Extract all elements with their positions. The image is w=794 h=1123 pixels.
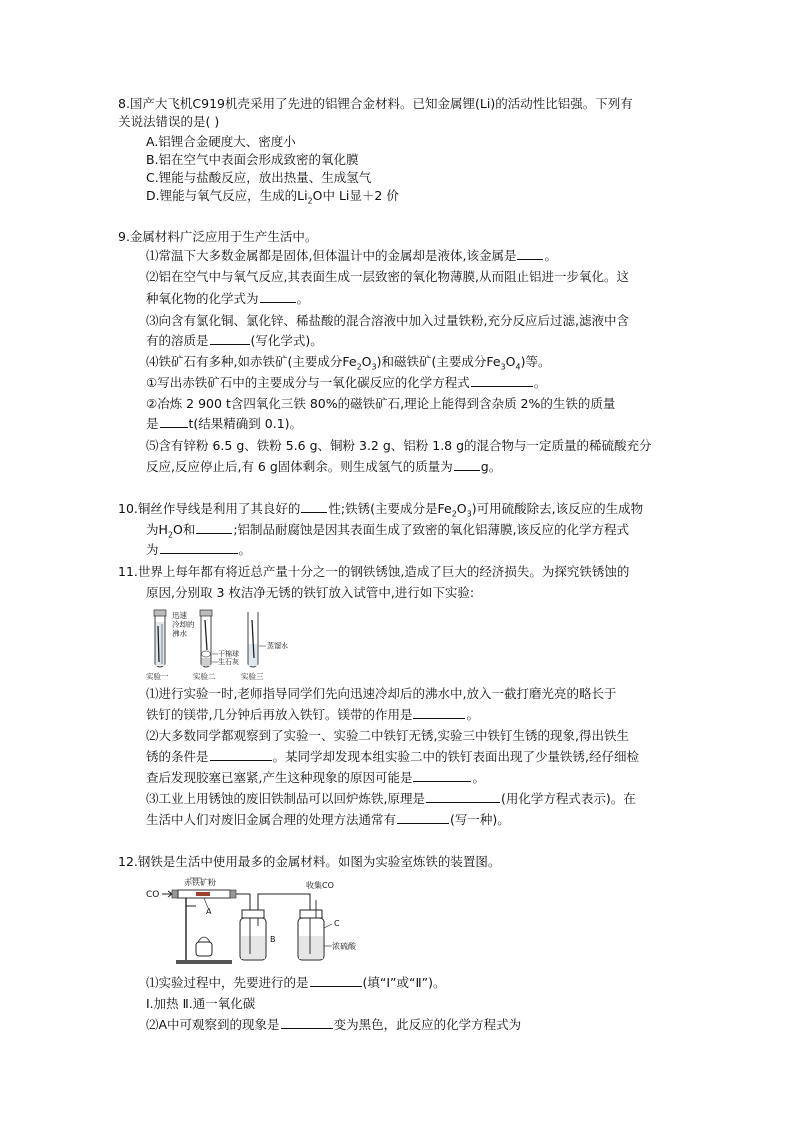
q9-part3-line2: 有的溶质是 (写化学式)。 bbox=[146, 333, 323, 348]
stopper-1 bbox=[154, 610, 166, 616]
quicklime bbox=[202, 658, 211, 666]
q9-part4-sub2-line2: 是 t(结果精确到 0.1)。 bbox=[146, 416, 303, 431]
q9-part5-line2: 反应,反应停止后,有 6 g固体剩余。则生成氢气的质量为 g。 bbox=[146, 459, 502, 474]
q9-part2-line1: ⑵铝在空气中与氧气反应,其表面生成一层致密的氧化物薄膜,从而阻止铝进一步氧化。这 bbox=[146, 269, 629, 284]
q8-option-d: D.锂能与氧气反应，生成的$Li_2O$中 Li显＋2 价 bbox=[146, 188, 399, 206]
caption-exp2: 实验二 bbox=[193, 672, 216, 681]
bottle-b-liquid bbox=[241, 936, 265, 959]
label-water: 蒸馏水 bbox=[267, 642, 288, 650]
q11-part1-line1: ⑴进行实验一时,老师指导同学们先向迅速冷却后的沸水中,放入一截打磨光亮的略长于 bbox=[146, 686, 617, 701]
q11-part3-line1: ⑶工业上用锈蚀的废旧铁制品可以回炉炼铁,原理是 (用化学方程式表示)。在 bbox=[146, 791, 636, 806]
q12-part1: ⑴实验过程中，先要进行的是 (填“Ⅰ”或“Ⅱ”)。 bbox=[146, 975, 446, 990]
leader-line bbox=[324, 924, 332, 928]
answer-blank[interactable] bbox=[397, 811, 449, 824]
answer-blank[interactable] bbox=[517, 247, 543, 260]
bottle-b-neck bbox=[242, 910, 264, 918]
answer-blank[interactable] bbox=[210, 332, 250, 345]
answer-blank[interactable] bbox=[260, 290, 296, 303]
label-boil-1: 迅速 bbox=[172, 611, 187, 620]
q9-part2-line2: 种氧化物的化学式为 。 bbox=[146, 291, 310, 306]
bottle-c-neck bbox=[300, 910, 322, 918]
answer-blank[interactable] bbox=[413, 706, 465, 719]
label-cotton: 干棉球 bbox=[218, 650, 239, 658]
boiled-water bbox=[156, 622, 165, 666]
q11-part2-line1: ⑵大多数同学都观察到了实验一、实验二中铁钉无锈,实验三中铁钉生锈的现象,得出铁生 bbox=[146, 728, 629, 743]
iron-smelting-apparatus-figure bbox=[146, 876, 366, 968]
q10-line2: 为$H_2O$和 ;铝制品耐腐蚀是因其表面生成了致密的氧化铝薄膜,该反应的化学方程式 bbox=[146, 522, 630, 540]
q8-stem-line1: 8.国产大飞机C919机壳采用了先进的铝锂合金材料。已知金属锂(Li)的活动性比铝强。下列有 bbox=[118, 96, 633, 111]
label-collect: 收集CO bbox=[306, 881, 334, 890]
q10-line1: 10.铜丝作导线是利用了其良好的 性;铁锈(主要成分是$Fe_2O_3$)可用硫酸除去,该反应的生成物 bbox=[118, 501, 644, 519]
iron-nail-2 bbox=[205, 620, 207, 650]
q11-part2-line3: 查后发现胶塞已塞紧,产生这种现象的原因可能是 。 bbox=[146, 770, 485, 785]
label-lime: 生石灰 bbox=[218, 658, 239, 666]
stopper-left bbox=[172, 890, 178, 898]
label-c: C bbox=[334, 919, 340, 928]
q9-stem: 9.金属材料广泛应用于生产生活中。 bbox=[118, 229, 318, 244]
answer-blank[interactable] bbox=[160, 541, 238, 554]
q12-part2: ⑵A中可观察到的现象是 变为黑色，此反应的化学方程式为 bbox=[146, 1017, 522, 1032]
q8-option-a: A.铝锂合金硬度大、密度小 bbox=[146, 134, 296, 149]
q9-part4: ⑷铁矿石有多种,如赤铁矿(主要成分$Fe_2O_3$)和磁铁矿(主要成分$Fe_3O_4$)等。 bbox=[146, 354, 551, 372]
q11-stem-line1: 11.世界上每年都有将近总产量十分之一的钢铁锈蚀,造成了巨大的经济损失。为探究铁锈蚀的 bbox=[118, 564, 630, 579]
stopper-2 bbox=[200, 610, 212, 616]
rust-experiment-figure bbox=[146, 606, 296, 682]
caption-exp3: 实验三 bbox=[241, 672, 264, 681]
label-co: CO bbox=[146, 890, 160, 900]
answer-blank[interactable] bbox=[471, 374, 533, 387]
q8-stem-line2: 关说法错误的是( ) bbox=[118, 114, 220, 129]
q11-part1-line2: 铁钉的镁带,几分钟后再放入铁钉。镁带的作用是 。 bbox=[146, 707, 479, 722]
q9-part4-sub1: ①写出赤铁矿石中的主要成分与一氧化碳反应的化学方程式 。 bbox=[146, 375, 547, 390]
answer-blank[interactable] bbox=[310, 974, 362, 987]
q9-part5-line1: ⑸含有锌粉 6.5 g、铁粉 5.6 g、铜粉 3.2 g、铝粉 1.8 g的混合物与一定质量的稀硫酸充分 bbox=[146, 438, 652, 453]
answer-blank[interactable] bbox=[413, 769, 471, 782]
q12-stem: 12.钢铁是生活中使用最多的金属材料。如图为实验室炼铁的装置图。 bbox=[118, 854, 501, 869]
answer-blank[interactable] bbox=[160, 415, 188, 428]
stopper-right bbox=[230, 890, 236, 898]
caption-exp1: 实验一 bbox=[146, 672, 169, 681]
label-ore: 赤铁矿粉 bbox=[184, 878, 216, 887]
alcohol-lamp bbox=[196, 942, 212, 956]
cotton-ball bbox=[202, 651, 211, 657]
answer-blank[interactable] bbox=[301, 500, 327, 513]
label-boil-3: 沸水 bbox=[172, 629, 187, 638]
q9-part4-sub2-line1: ②冶炼 2 900 t含四氧化三铁 80%的磁铁矿石,理论上能得到含杂质 2%的生铁的质量 bbox=[146, 396, 616, 411]
q8-option-b: B.铝在空气中表面会形成致密的氧化膜 bbox=[146, 152, 359, 167]
label-a: A bbox=[206, 907, 212, 916]
bottle-c-liquid bbox=[299, 936, 323, 959]
label-boil-2: 冷却的 bbox=[172, 620, 195, 629]
iron-stand-base bbox=[176, 960, 232, 964]
flame-icon bbox=[198, 937, 210, 942]
q11-part2-line2: 锈的条件是 。某同学却发现本组实验二中的铁钉表面出现了少量铁锈,经仔细检 bbox=[146, 749, 639, 764]
q11-part3-line2: 生活中人们对废旧金属合理的处理方法通常有 (写一种)。 bbox=[146, 812, 510, 827]
q12-part1-options: Ⅰ.加热 Ⅱ.通一氧化碳 bbox=[146, 996, 256, 1011]
label-b: B bbox=[270, 935, 276, 944]
q9-part1: ⑴常温下大多数金属都是固体,但体温计中的金属却是液体,该金属是 。 bbox=[146, 248, 557, 263]
q9-part3-line1: ⑶向含有氯化铜、氯化锌、稀盐酸的混合溶液中加入过量铁粉,充分反应后过滤,滤液中含 bbox=[146, 313, 629, 328]
hematite-powder bbox=[196, 892, 210, 896]
answer-blank[interactable] bbox=[196, 521, 232, 534]
q11-stem-line2: 原因,分别取 3 枚洁净无锈的铁钉放入试管中,进行如下实验: bbox=[146, 585, 475, 600]
answer-blank[interactable] bbox=[454, 458, 480, 471]
q8-option-c: C.锂能与盐酸反应，放出热量、生成氢气 bbox=[146, 170, 372, 185]
answer-blank[interactable] bbox=[281, 1016, 333, 1029]
answer-blank[interactable] bbox=[426, 790, 500, 803]
label-acid: 浓硫酸 bbox=[332, 942, 356, 951]
q10-line3: 为 。 bbox=[146, 542, 252, 557]
answer-blank[interactable] bbox=[210, 748, 272, 761]
